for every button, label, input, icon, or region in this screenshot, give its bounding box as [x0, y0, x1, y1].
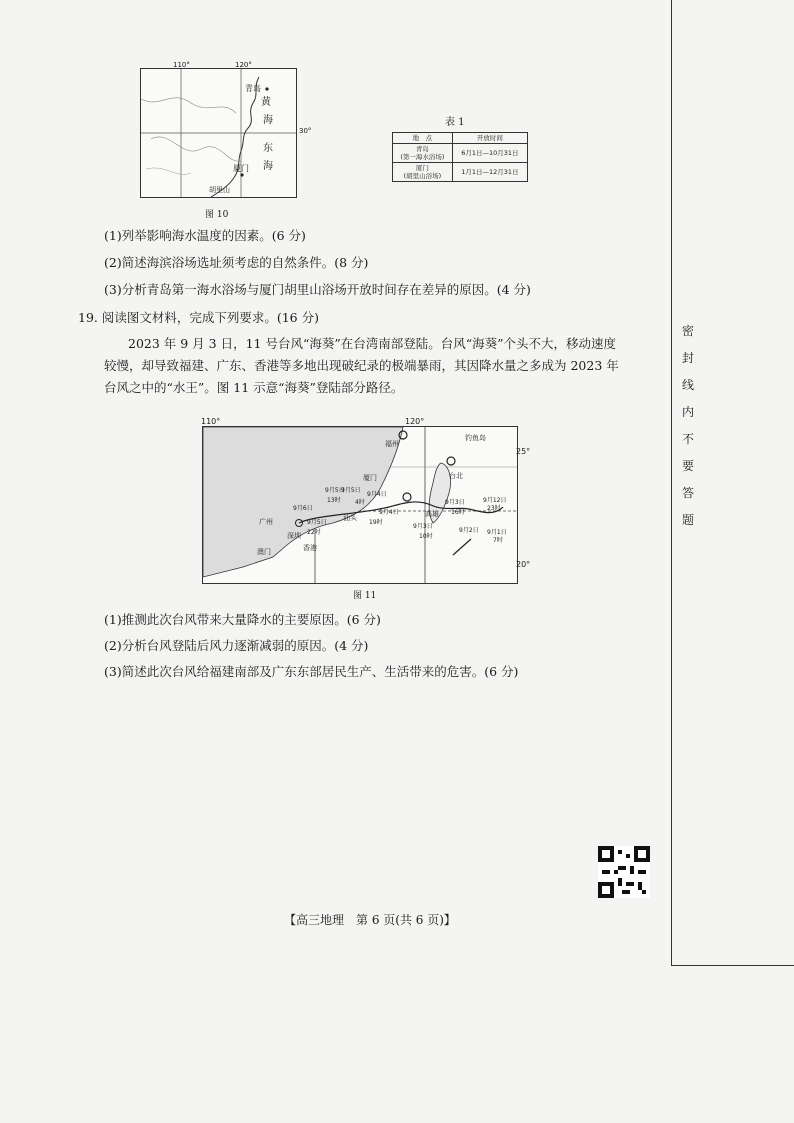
track-label: 19时 — [369, 519, 383, 526]
track-label: 9月1日 — [487, 529, 507, 536]
q19-material-line-1: 2023 年 9 月 3 日，11 号台风“海葵”在台湾南部登陆。台风“海葵”个头不大，移动速度 — [128, 336, 617, 351]
table-1-header-time: 开放时间 — [452, 133, 527, 144]
figure-10-caption: 图 10 — [205, 210, 229, 220]
qr-code-svg — [598, 846, 650, 898]
seal-char: 答 — [681, 486, 694, 500]
track-label: 13时 — [327, 497, 341, 504]
q18-subquestion-3: (3)分析青岛第一海水浴场与厦门胡里山浴场开放时间存在差异的原因。(4 分) — [104, 282, 531, 297]
q19-subquestion-2: (2)分析台风登陆后风力逐渐减弱的原因。(4 分) — [104, 638, 369, 653]
seal-char: 要 — [681, 459, 694, 473]
track-label: 9月4日 — [379, 509, 399, 516]
fig10-east-sea-1: 东 — [263, 143, 273, 154]
binding-line-bottom — [671, 965, 794, 966]
seal-char: 线 — [681, 378, 694, 392]
track-label: 9月12日 — [483, 497, 507, 504]
fig11-lon-120: 120° — [405, 417, 425, 426]
fig11-xiamen: 厦门 — [363, 474, 377, 482]
figure-10-map — [140, 61, 312, 198]
track-label: 4时 — [355, 499, 365, 506]
fig10-hulishan: 胡里山 — [209, 186, 230, 194]
fig11-lat-20: 20° — [516, 560, 531, 569]
fig11-fuzhou: 福州 — [385, 440, 399, 448]
table-row — [393, 144, 528, 163]
table-1-header-place: 地 点 — [393, 133, 453, 144]
fig11-guangzhou: 广州 — [259, 518, 273, 526]
q18-subquestion-1: (1)列举影响海水温度的因素。(6 分) — [104, 228, 306, 243]
table-cell-time: 6月1日—10月31日 — [452, 144, 527, 163]
track-label: 16时 — [451, 509, 465, 516]
track-label: 9月5日 — [307, 519, 327, 526]
track-label: 9月5日 — [341, 487, 361, 494]
fig10-lat-30: 30° — [299, 127, 312, 135]
seal-char: 不 — [681, 432, 694, 446]
qr-code — [598, 846, 650, 898]
fig11-taibei: 台北 — [449, 472, 463, 480]
track-label: 23时 — [487, 505, 501, 512]
q19-material-line-3: 台风之中的“水王”。图 11 示意“海葵”登陆部分路径。 — [104, 380, 404, 395]
track-label: 22时 — [307, 529, 321, 536]
q19-material-line-2: 较慢，却导致福建、广东、香港等多地出现破纪录的极端暴雨，其因降水量之多成为 2023 年 — [104, 358, 619, 373]
track-label: 9月3日 — [413, 523, 433, 530]
fig11-shantou: 汕头 — [343, 514, 357, 522]
seal-char: 题 — [681, 513, 694, 527]
track-label: 9月4日 — [367, 491, 387, 498]
fig10-lon-110: 110° — [173, 61, 190, 69]
track-label: 9月2日 — [459, 527, 479, 534]
binding-line — [671, 0, 672, 965]
fig10-yellow-sea-1: 黄 — [261, 97, 271, 108]
figure-11-map — [201, 417, 531, 584]
fig10-yellow-sea-2: 海 — [263, 115, 273, 126]
q18-subquestion-2: (2)简述海滨浴场选址须考虑的自然条件。(8 分) — [104, 255, 369, 270]
fig11-hongkong: 香港 — [303, 544, 317, 552]
track-label: 10时 — [419, 533, 433, 540]
fig10-xiamen: 厦门 — [233, 164, 249, 173]
q19-header: 19. 阅读图文材料，完成下列要求。(16 分) — [78, 310, 319, 325]
table-1 — [392, 132, 528, 182]
table-cell-place: 青岛 (第一海水浴场) — [393, 144, 453, 163]
table-cell-time: 1月1日—12月31日 — [452, 163, 527, 182]
track-label: 9月6日 — [293, 505, 313, 512]
fig11-diaoyu: 钓鱼岛 — [465, 434, 486, 442]
table-1-header-row — [393, 133, 528, 144]
fig11-shenzhen: 深圳 — [287, 532, 301, 540]
table-row — [393, 163, 528, 182]
fig11-gaoxiong: 高雄 — [425, 510, 439, 518]
seal-char: 封 — [681, 351, 694, 365]
table-1-title: 表 1 — [445, 117, 465, 128]
page-footer: 【高三地理 第 6 页(共 6 页)】 — [284, 913, 456, 927]
fig11-macau: 澳门 — [257, 548, 271, 556]
fig11-lon-110: 110° — [201, 417, 221, 426]
seal-char: 密 — [681, 324, 694, 338]
fig10-qingdao: 青岛 — [245, 84, 261, 93]
figure-11-caption: 图 11 — [353, 591, 377, 601]
track-label: 7时 — [493, 537, 503, 544]
figure-10-svg — [141, 69, 296, 197]
fig11-lat-25: 25° — [516, 447, 531, 456]
q19-subquestion-1: (1)推测此次台风带来大量降水的主要原因。(6 分) — [104, 612, 381, 627]
fig10-east-sea-2: 海 — [263, 161, 273, 172]
fig10-lon-120: 120° — [235, 61, 252, 69]
seal-char: 内 — [681, 405, 694, 419]
track-label: 9月5日 — [325, 487, 345, 494]
track-label: 9月3日 — [445, 499, 465, 506]
table-cell-place: 厦门 (胡里山浴场) — [393, 163, 453, 182]
seal-notice — [679, 318, 697, 534]
q19-subquestion-3: (3)简述此次台风给福建南部及广东东部居民生产、生活带来的危害。(6 分) — [104, 664, 519, 679]
